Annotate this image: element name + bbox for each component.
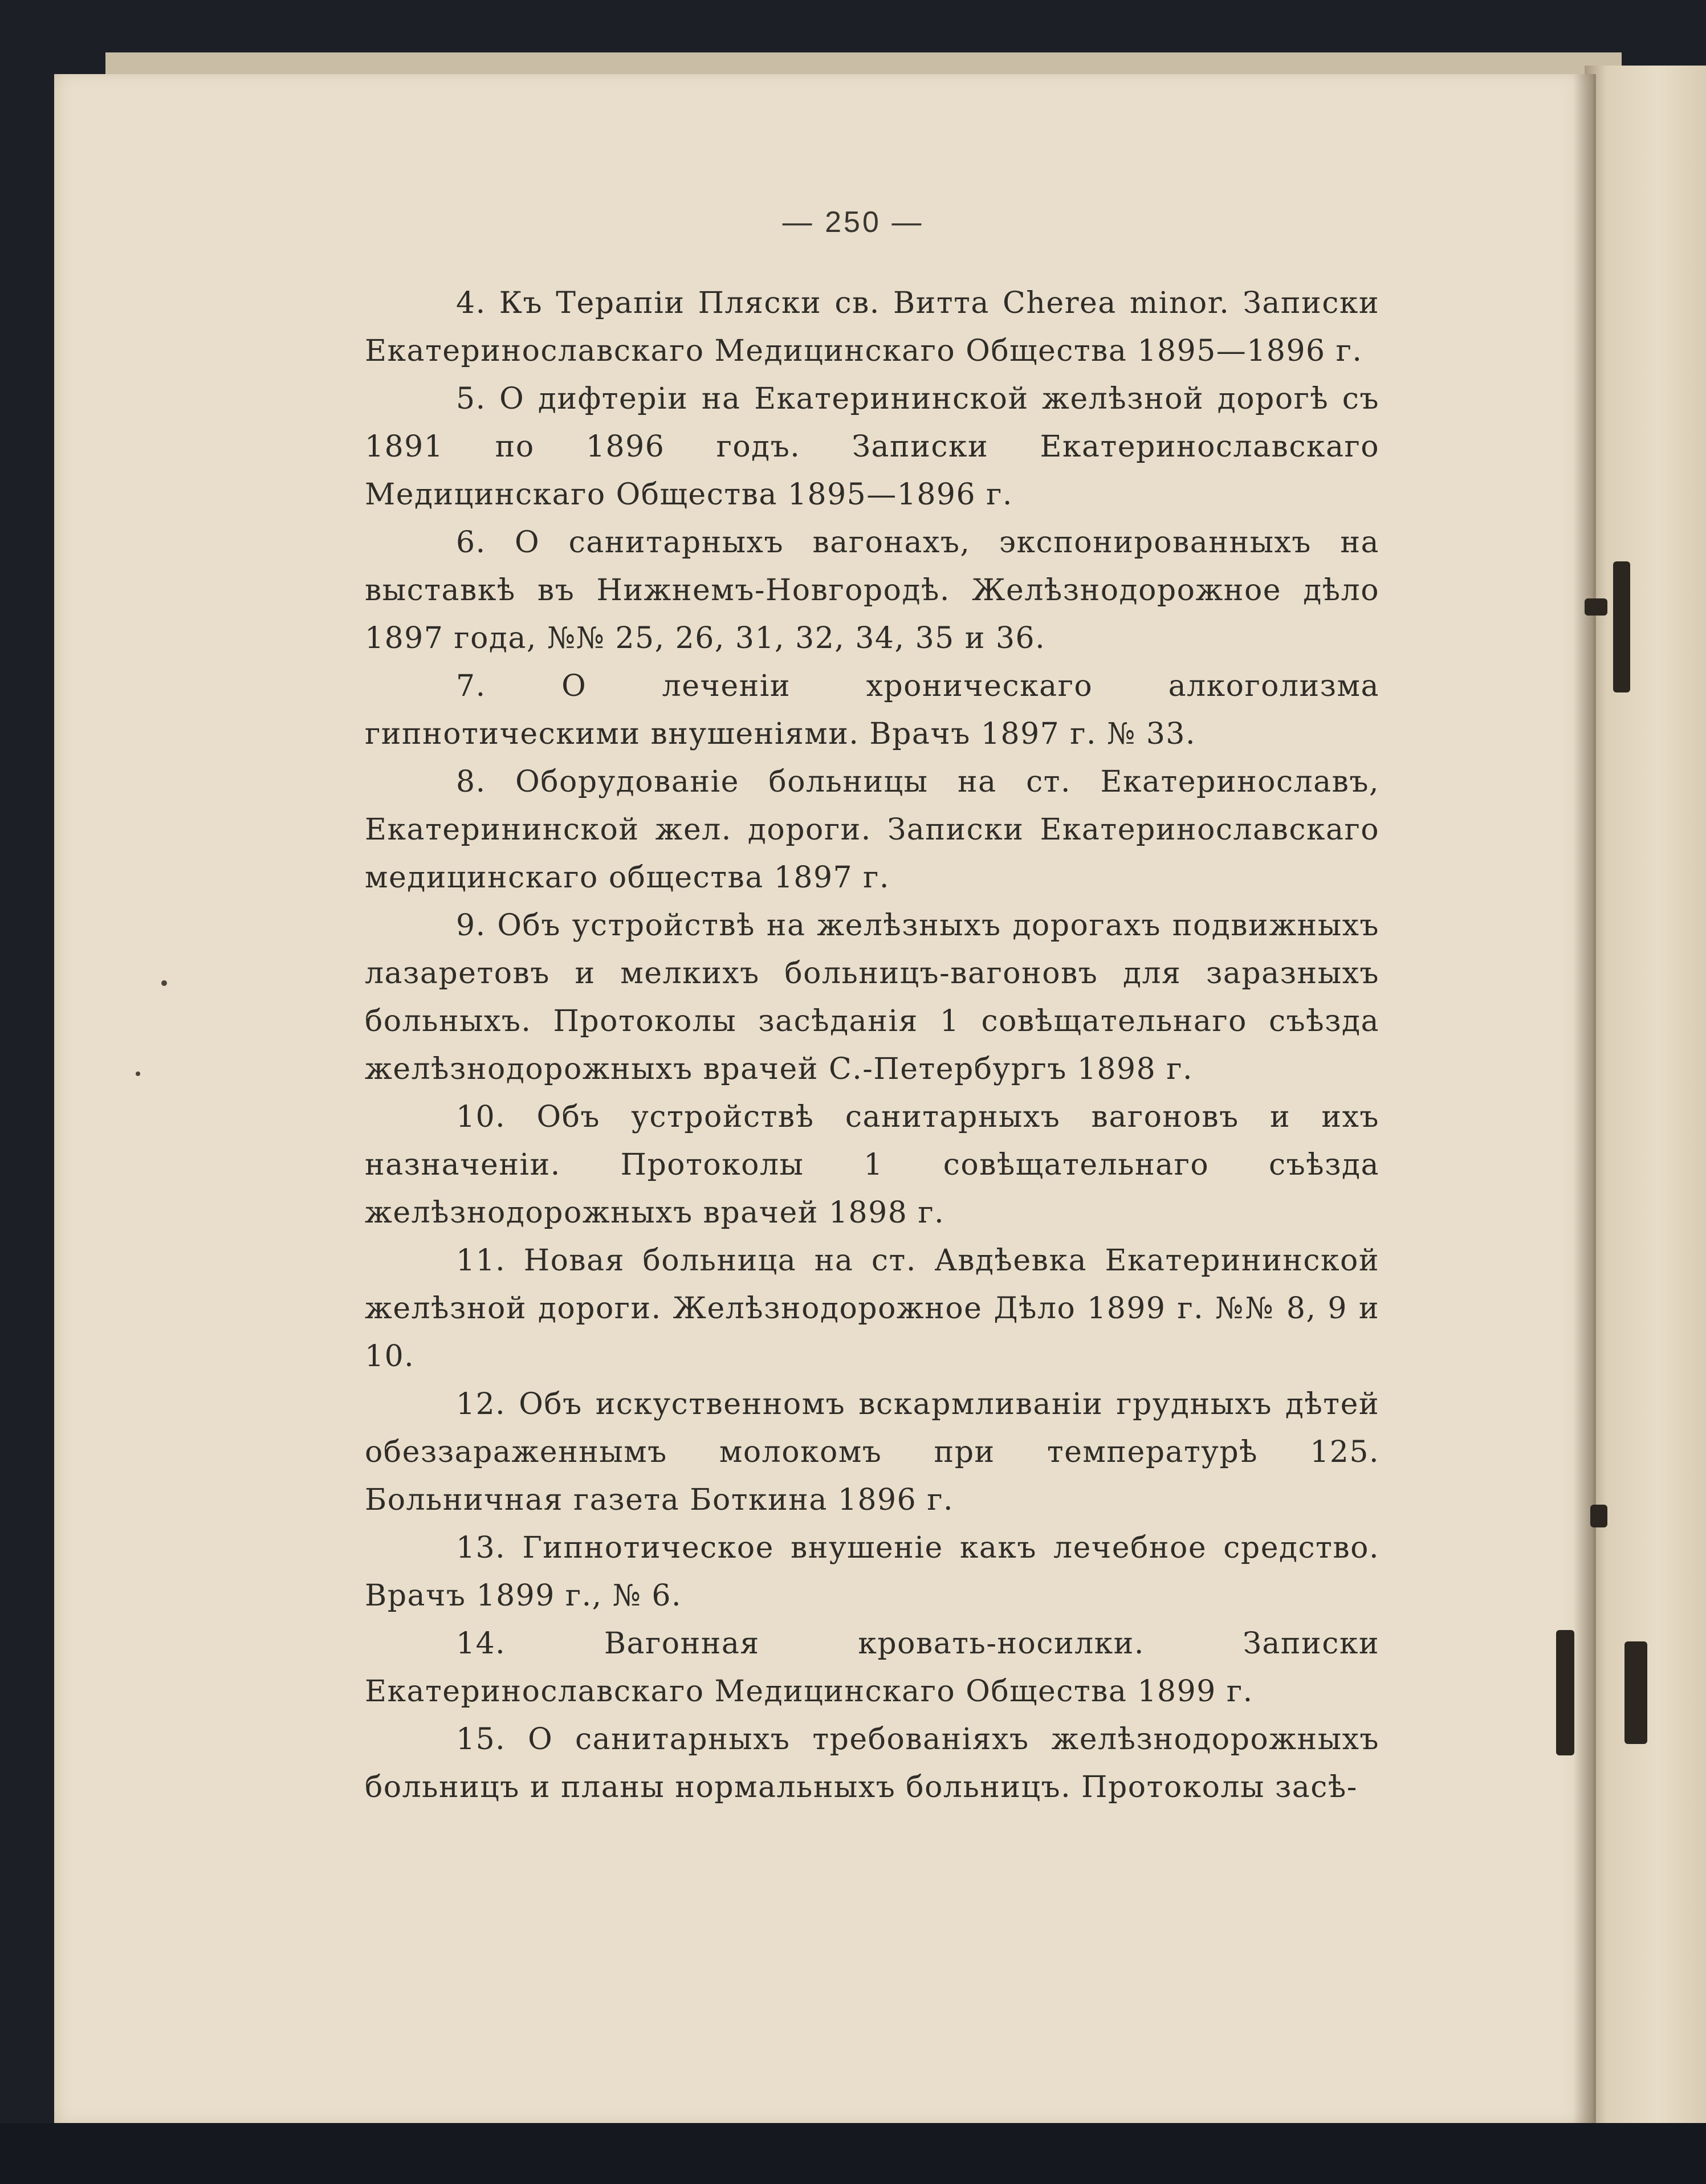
binding-tear-mark <box>1556 1630 1574 1755</box>
bibliography-entry: 8. Оборудованіе больницы на ст. Екатеринославъ, Екатерининской жел. дороги. Записки Екатеринославскаго медицинскаго общества 1897 г. <box>365 765 1379 895</box>
bibliography-entry: 11. Новая больница на ст. Авдѣевка Екатерининской желѣзной дороги. Желѣзнодорожное Дѣло 1899 г. №№ 8, 9 и 10. <box>365 1244 1379 1374</box>
bibliography-entry: 9. Объ устройствѣ на желѣзныхъ дорогахъ подвижныхъ лазаретовъ и мелкихъ больницъ-вагоновъ для заразныхъ больныхъ. Протоколы засѣданія 1 совѣщательнаго съѣзда желѣзнодорожныхъ врачей С.-Петербургъ 1898 г. <box>365 908 1379 1086</box>
speck <box>161 980 167 986</box>
speck <box>136 1071 140 1076</box>
bibliography-entry: 6. О санитарныхъ вагонахъ, экспонированныхъ на выставкѣ въ Нижнемъ-Новгородѣ. Желѣзнодорожное дѣло 1897 года, №№ 25, 26, 31, 32, 34, 35 и 36. <box>365 525 1379 655</box>
bibliography-entry: 15. О санитарныхъ требованіяхъ желѣзнодорожныхъ больницъ и планы нормальныхъ больницъ. Протоколы засѣ- <box>365 1722 1379 1804</box>
binding-tear-mark <box>1590 1505 1607 1527</box>
bibliography-entry: 13. Гипнотическое внушеніе какъ лечебное средство. Врачъ 1899 г., № 6. <box>365 1531 1379 1613</box>
binding-tear-mark <box>1624 1641 1647 1744</box>
binding-tear-mark <box>1613 561 1630 692</box>
facing-page-edge <box>1585 66 1706 2126</box>
bibliography-entry: 14. Вагонная кровать-носилки. Записки Екатеринославскаго Медицинскаго Общества 1899 г. <box>365 1627 1379 1709</box>
bibliography-entry: 10. Объ устройствѣ санитарныхъ вагоновъ и ихъ назначеніи. Протоколы 1 совѣщательнаго съѣзда желѣзнодорожныхъ врачей 1898 г. <box>365 1100 1379 1230</box>
page-number-header: — 250 — <box>782 206 924 239</box>
scan-border-bottom <box>0 2123 1706 2184</box>
bibliography-entry: 5. О дифтеріи на Екатерининской желѣзной дорогѣ съ 1891 по 1896 годъ. Записки Екатеринославскаго Медицинскаго Общества 1895—1896 г. <box>365 382 1379 512</box>
gutter-shadow <box>1573 74 1596 2123</box>
bibliography-entry: 12. Объ искуственномъ вскармливаніи грудныхъ дѣтей обеззараженнымъ молокомъ при температурѣ 125. Больничная газета Боткина 1896 г. <box>365 1387 1379 1517</box>
binding-tear-mark <box>1585 598 1607 616</box>
bibliography-entry: 7. О леченіи хроническаго алкоголизма гипнотическими внушеніями. Врачъ 1897 г. № 33. <box>365 669 1379 751</box>
bibliography-list <box>365 279 1379 1811</box>
bibliography-entry: 4. Къ Терапіи Пляски св. Витта Cherea minor. Записки Екатеринославскаго Медицинскаго Общества 1895—1896 г. <box>365 286 1379 368</box>
